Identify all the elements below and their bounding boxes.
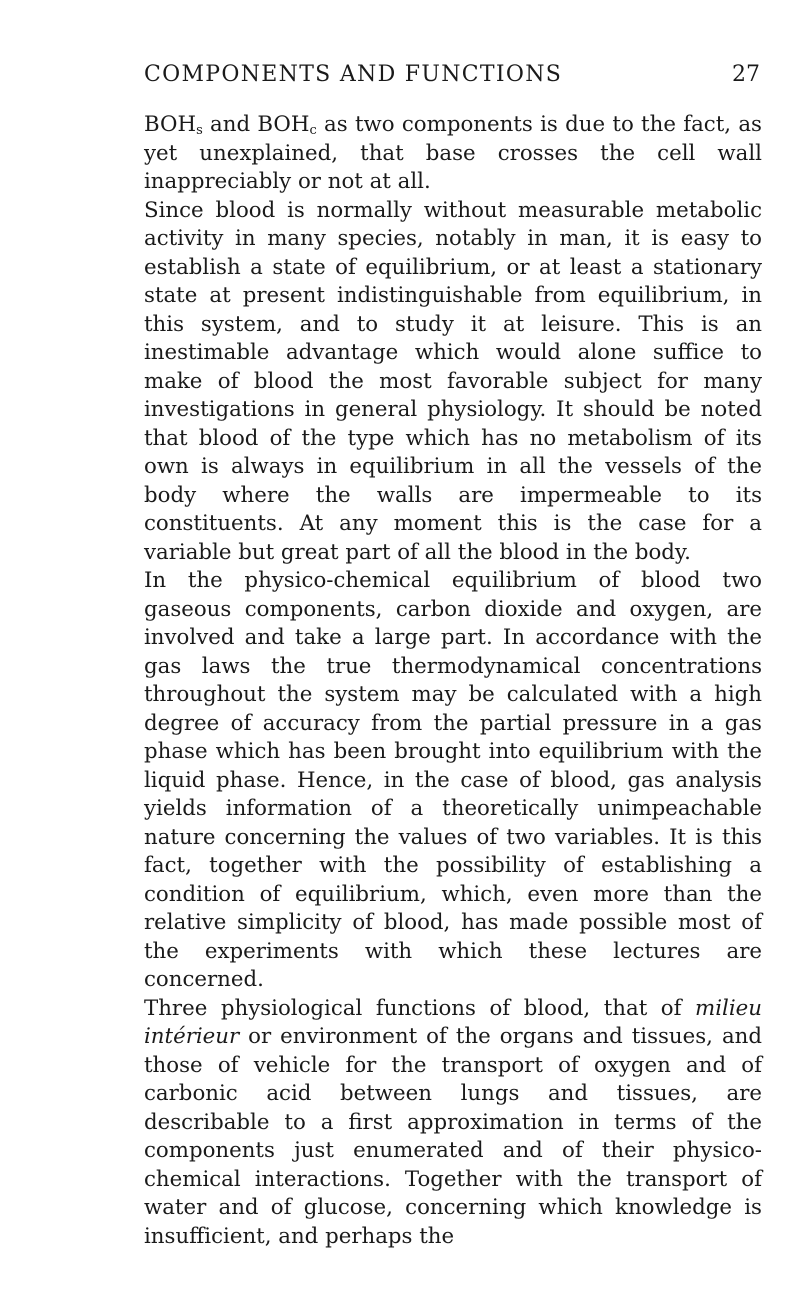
text-run: Since blood is normally without measurable metabolic activity in many species, notably in man, it is easy to establish a state of equilibrium, or at least a stationary state at present indistinguishable from equilibrium, in this system, and to study it at leisure. This is an inestimable advantage which would alone suffice to make of blood the most favorable subject for many investigations in general physiology. It should be noted that blood of the type which has no metabolism of its own is always in equilibrium in all the vessels of the body where the walls are impermeable to its constituents. At any moment this is the case for a variable but great part of all the blood in the body.	[144, 197, 762, 565]
text-run: and BOH	[202, 112, 310, 137]
body-text	[144, 111, 762, 1251]
running-title: COMPONENTS AND FUNCTIONS	[144, 62, 563, 87]
text-run: BOH	[144, 112, 197, 137]
text-run: In the physico-chemical equilibrium of blood two gaseous components, carbon dioxide and oxygen, are involved and take a large part. In accordance with the gas laws the true thermodynamical concentrations throughout the system may be calculated with a high degree of accuracy from the partial pressure in a gas phase which has been brought into equilibrium with the liquid phase. Hence, in the case of blood, gas analysis yields information of a theoretically unimpeachable nature concerning the values of two variables. It is this fact, together with the possibility of establishing a condition of equilibrium, which, even more than the relative simplicity of blood, has made possible most of the experiments with which these lectures are concerned.	[144, 568, 762, 992]
running-head	[130, 62, 760, 102]
paragraph	[144, 111, 762, 197]
paragraph	[144, 567, 762, 995]
paragraph	[144, 197, 762, 568]
subscript: s	[196, 123, 203, 138]
page-number: 27	[732, 62, 760, 87]
text-run: Three physiological functions of blood, that of	[144, 995, 696, 1021]
italic-term: milieu intérieur	[144, 995, 762, 1049]
paragraph	[144, 995, 762, 1252]
text-run: as two components is due to the fact, as yet unexplained, that base crosses the cell wall inappreciably or not at all.	[144, 112, 762, 194]
subscript: c	[309, 123, 317, 138]
text-run: or environment of the organs and tissues, and those of vehicle for the transport of oxygen and of carbonic acid between lungs and tissues, are describable to a first approximation in terms of the components just enumerated and of their physico-chemical interactions. Together with the transport of water and of glucose, concerning which knowledge is insufficient, and perhaps the	[144, 1024, 762, 1249]
